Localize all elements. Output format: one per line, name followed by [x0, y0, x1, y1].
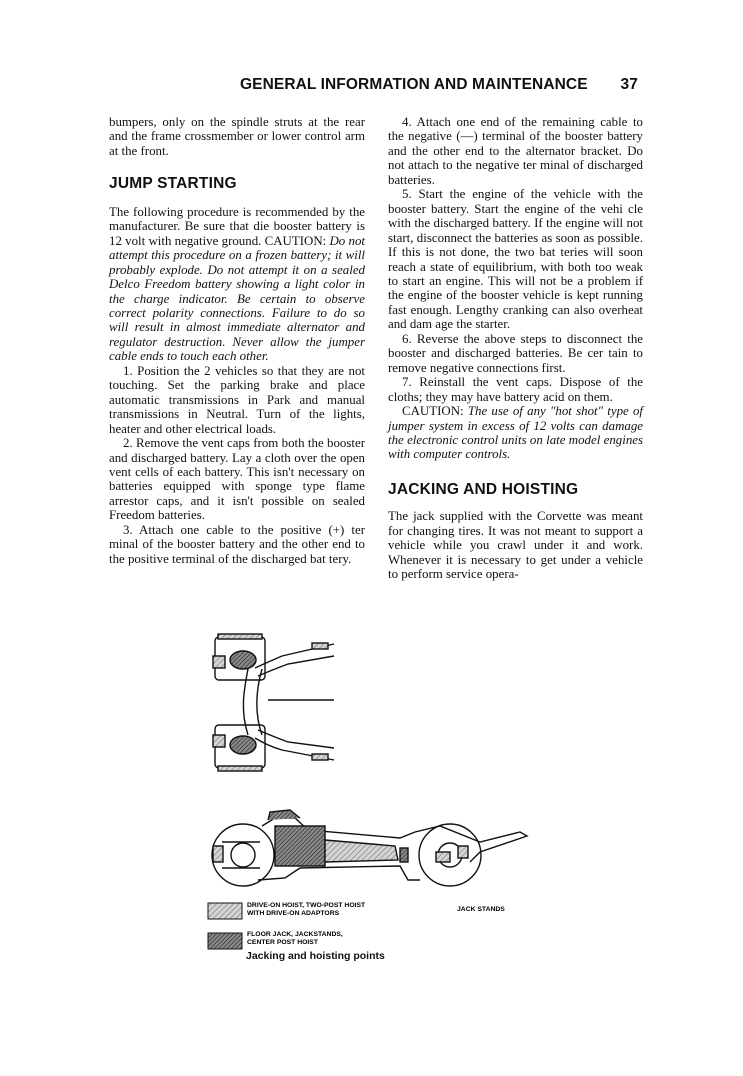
page-number: 37 [620, 76, 638, 93]
jump-intro-text: The following procedure is recommended by the manufacturer. Be sure that die booster battery is 12 volt with negative ground. CAUTION: [109, 204, 365, 248]
jack-stands-label: JACK STANDS [457, 906, 505, 913]
legend2-line1: FLOOR JACK, JACKSTANDS, [247, 931, 343, 938]
legend2-line2: CENTER POST HOIST [247, 939, 318, 946]
step-3: 3. Attach one cable to the positive (+) ter minal of the booster battery and the other end to the positive terminal of the discharged bat tery. [109, 522, 365, 566]
caution-label: CAUTION: [402, 404, 468, 419]
step-4: 4. Attach one end of the remaining cable to the negative (—) terminal of the booster battery and the other end to the alternator bracket. Do not attach to the negative ter minal of discharged batteries. [388, 115, 643, 187]
intro-paragraph: bumpers, only on the spindle struts at the rear and the frame crossmember or lower control arm at the front. [109, 115, 365, 158]
legend-swatch-drive-on-hoist [208, 903, 242, 919]
legend1-line2: WITH DRIVE-ON ADAPTORS [247, 910, 340, 917]
step-6: 6. Reverse the above steps to disconnect the booster and discharged batteries. Be cer tain to remove negative connections first. [388, 331, 643, 375]
step-2: 2. Remove the vent caps from both the booster and discharged battery. Lay a cloth over the open vent cells of each battery. This isn't necessary on batteries equipped with sponge type flame arrestor caps, and it isn't possible on sealed Freedom batteries. [109, 436, 365, 523]
jacking-hoisting-heading: JACKING AND HOISTING [388, 480, 579, 498]
header-title: GENERAL INFORMATION AND MAINTENANCE [240, 76, 588, 93]
jump-caution-text: Do not attempt this procedure on a frozen battery; it will probably explode. Do not attempt it on a sealed Delco Freedom battery showing a light color in the charge indicator. Be certain to observe correct polarity connections. Failure to do so will result in almost immediate alternator and regulator destruction. Never allow the jumper cable ends to touch each other. [109, 233, 366, 364]
chassis-side-view [212, 810, 527, 886]
caution-italic-text: The use of any "hot shot" type of jumper system in excess of 12 volts can damage the electronic control units on late model engines with computer controls. [388, 404, 644, 462]
figure-caption: Jacking and hoisting points [246, 950, 385, 962]
step-1: 1. Position the 2 vehicles so that they are not touching. Set the parking brake and place automatic transmissions in Park and manual transmissions in Neutral. Turn of the lights, heater and other electrical loads. [109, 363, 365, 436]
jump-starting-heading: JUMP STARTING [109, 175, 237, 193]
frame-top-view [213, 634, 334, 771]
step-5: 5. Start the engine of the vehicle with the booster battery. Start the engine of the vehi cle with the discharged battery. If the engine will not start, disconnect the batteries as soon as possible. If this is not done, the two bat teries will soon reach a state of equilibrium, with both too weak to start an engine. This will not be a problem if the engine of the booster vehicle is kept running fast enough. Lengthy cranking can also overheat and dam age the starter. [388, 187, 643, 332]
legend1-line1: DRIVE-ON HOIST, TWO-POST HOIST [247, 902, 366, 909]
step-7: 7. Reinstall the vent caps. Dispose of the cloths; they may have battery acid on them. [388, 375, 643, 404]
legend-swatch-floor-jack [208, 933, 242, 949]
jacking-paragraph: The jack supplied with the Corvette was meant for changing tires. It was not meant to support a vehicle while you crawl under it and work. Whenever it is necessary to get under a vehicle to perform service opera- [388, 509, 643, 582]
